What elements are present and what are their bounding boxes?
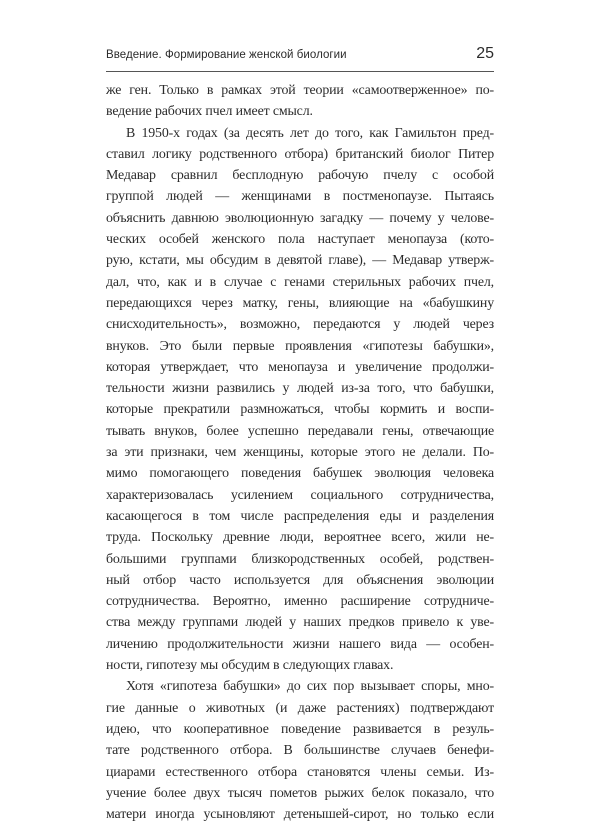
text-line: личению продолжительности жизни нашего вида — особен- xyxy=(106,636,494,652)
text-line: идею, что кооперативное поведение развивается в резуль- xyxy=(106,721,494,737)
paragraph xyxy=(106,676,494,825)
paragraph xyxy=(106,80,494,123)
text-line: В 1950-х годах (за десять лет до того, как Гамильтон пред- xyxy=(126,125,494,141)
text-line: которые прекратили размножаться, чтобы кормить и воспи- xyxy=(106,402,494,418)
text-line: ческих особей женского пола наступает менопауза (кото- xyxy=(106,232,494,248)
page-number: 25 xyxy=(476,45,494,62)
text-line: учение более двух тысяч пометов рыжих белок показало, что xyxy=(106,785,494,801)
text-line: ный отбор часто используется для объяснения эволюции xyxy=(106,572,494,588)
text-line: гие данные о животных (и даже растениях) подтверждают xyxy=(106,700,494,716)
header-rule xyxy=(106,71,494,72)
text-line: циарами естественного отбора становятся члены семьи. Из- xyxy=(106,764,494,780)
paragraph xyxy=(106,123,494,677)
text-line: которая утверждает, что менопауза и увеличение продолжи- xyxy=(106,359,494,375)
text-line: тельности жизни развились у людей из-за того, что бабушки, xyxy=(106,381,494,397)
text-line: дал, что, как и в случае с генами стерильных рабочих пчел, xyxy=(106,274,494,290)
body-text xyxy=(106,80,494,825)
text-line: большими группами близкородственных особей, родствен- xyxy=(106,551,494,567)
text-line: снисходительность», возможно, передаются у людей через xyxy=(106,317,494,333)
running-head xyxy=(106,46,494,68)
text-line: ства между группами людей у наших предков привело к уве- xyxy=(106,615,494,631)
text-line: рую, кстати, мы обсудим в девятой главе), — Медавар утверж- xyxy=(106,253,494,269)
text-line: касающегося в том числе распределения еды и разделения xyxy=(106,508,494,524)
text-line: за эти признаки, чем женщины, которые этого не делали. По- xyxy=(106,445,494,461)
running-head-section-title: Введение. Формирование женской биологии xyxy=(106,49,347,61)
text-line: же ген. Только в рамках этой теории «самоотверженное» по- xyxy=(106,83,494,98)
text-line: группой людей — женщинами в постменопаузе. Пытаясь xyxy=(106,189,494,205)
text-line: ведение рабочих пчел имеет смысл. xyxy=(106,104,313,120)
text-line: передающихся через матку, гены, влияющие на «бабушкину xyxy=(106,295,494,311)
text-line: тате родственного отбора. В большинстве случаев бенефи- xyxy=(106,743,494,759)
text-line: характеризовалась усилением социального сотрудничества, xyxy=(106,487,494,503)
text-line: ставил логику родственного отбора) британский биолог Питер xyxy=(106,146,494,162)
text-line: Медавар сравнил бесплодную рабочую пчелу с особой xyxy=(106,168,494,184)
text-line: тывать внуков, более успешно передавали гены, отвечающие xyxy=(106,423,494,439)
text-line: труда. Поскольку древние люди, вероятнее всего, жили не- xyxy=(106,530,494,546)
text-line: объяснить давнюю эволюционную загадку — почему у челове- xyxy=(106,210,494,226)
text-line: Хотя «гипотеза бабушки» до сих пор вызывает споры, мно- xyxy=(126,679,494,695)
text-line: матери иногда усыновляют детенышей-сирот, но только если xyxy=(106,807,494,823)
text-line: ности, гипотезу мы обсудим в следующих главах. xyxy=(106,658,394,674)
text-line: внуков. Это были первые проявления «гипотезы бабушки», xyxy=(106,338,494,354)
text-line: мимо помогающего поведения бабушек эволюция человека xyxy=(106,466,494,482)
text-line: сотрудничества. Вероятно, именно расширение сотрудниче- xyxy=(106,594,494,610)
